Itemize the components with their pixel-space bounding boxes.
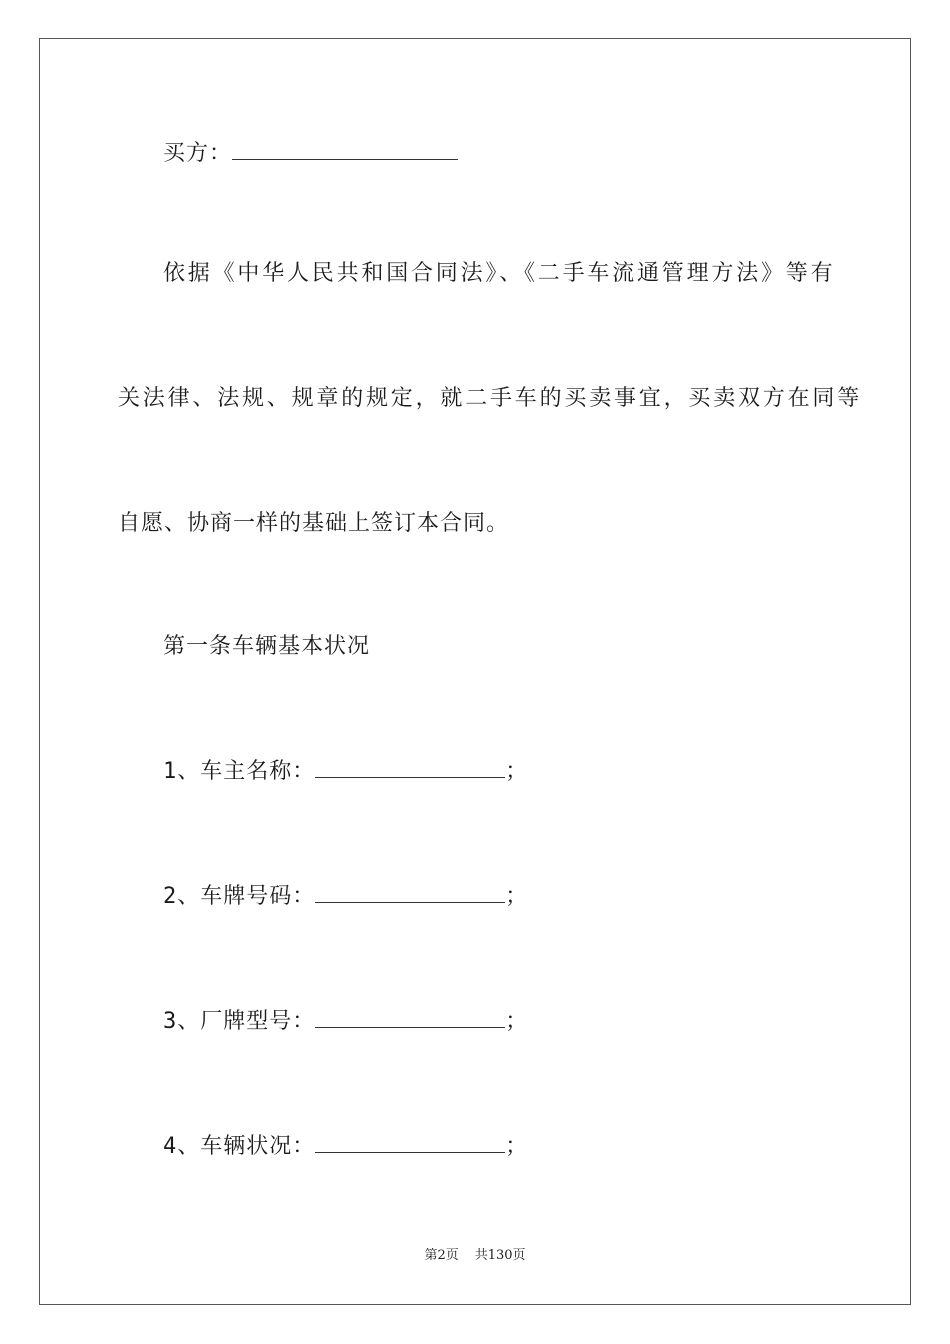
item-label: 2、车牌号码： bbox=[163, 884, 316, 909]
item-label: 4、车辆状况： bbox=[163, 1134, 316, 1159]
article1-heading: 第一条车辆基本状况 bbox=[163, 634, 371, 659]
item-blank bbox=[315, 882, 505, 903]
buyer-blank bbox=[232, 139, 458, 160]
intro-line-3: 自愿、协商一样的基础上签订本合同。 bbox=[118, 511, 510, 536]
item-blank bbox=[315, 1007, 505, 1028]
buyer-line bbox=[163, 139, 458, 169]
item-label: 3、厂牌型号： bbox=[163, 1009, 316, 1034]
item-end: ； bbox=[505, 1134, 529, 1159]
item-owner bbox=[163, 757, 528, 787]
page-total: 共130页 bbox=[474, 1248, 526, 1263]
intro-line-1: 依据《中华人民共和国合同法》、《二手车流通管理方法》等有 bbox=[163, 261, 836, 286]
item-end: ； bbox=[505, 1009, 529, 1034]
item-blank bbox=[315, 757, 505, 778]
item-end: ； bbox=[505, 884, 529, 909]
buyer-label: 买方： bbox=[163, 141, 233, 166]
item-blank bbox=[315, 1132, 505, 1153]
item-label: 1、车主名称： bbox=[163, 759, 316, 784]
item-plate bbox=[163, 882, 528, 912]
item-model bbox=[163, 1007, 528, 1037]
page-current: 第2页 bbox=[424, 1248, 459, 1263]
item-end: ； bbox=[505, 759, 529, 784]
item-condition bbox=[163, 1132, 528, 1162]
intro-line-2: 关法律、法规、规章的规定，就二手车的买卖事宜，买卖双方在同等 bbox=[118, 386, 863, 411]
page-footer bbox=[0, 1246, 950, 1266]
page-border bbox=[39, 38, 911, 1305]
